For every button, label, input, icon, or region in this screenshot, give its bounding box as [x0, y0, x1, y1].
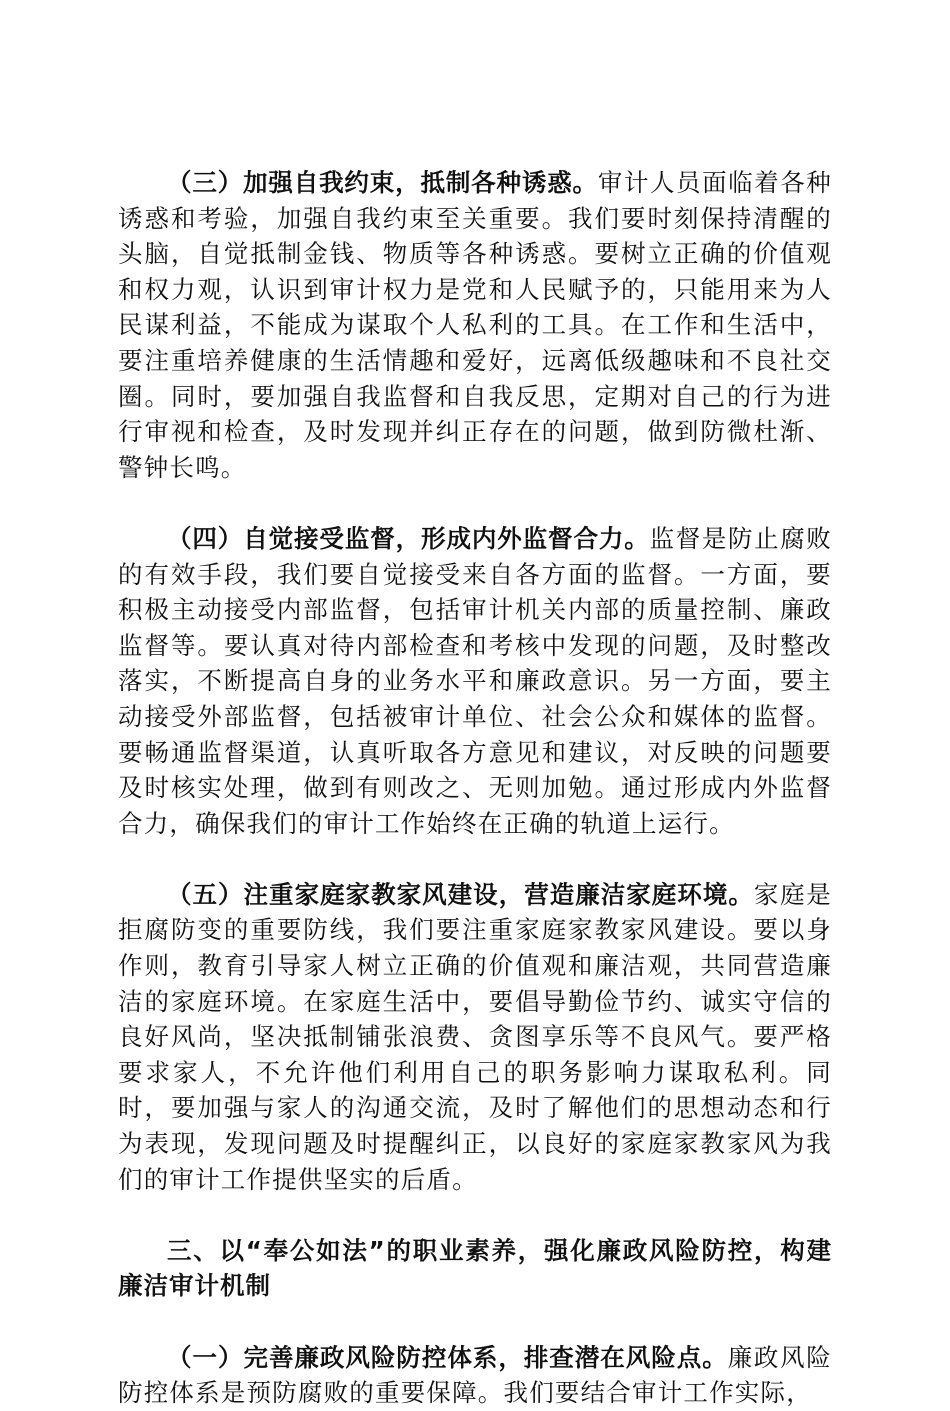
document-body [118, 165, 832, 1411]
paragraph-risk-control [118, 1340, 832, 1411]
paragraph-accept-supervision [118, 521, 832, 841]
paragraph-self-discipline [118, 165, 832, 485]
paragraph-text: 监督是防止腐败的有效手段，我们要自觉接受来自各方面的监督。一方面，要积极主动接受内部监督，包括审计机关内部的质量控制、廉政监督等。要认真对待内部检查和考核中发现的问题，及时整改落实，不断提高自身的业务水平和廉政意识。另一方面，要主动接受外部监督，包括被审计单位、社会公众和媒体的监督。要畅通监督渠道，认真听取各方意见和建议，对反映的问题要及时核实处理，做到有则改之、无则加勉。通过形成内外监督合力，确保我们的审计工作始终在正确的轨道上运行。 [118, 523, 832, 838]
paragraph-lead: （一）完善廉政风险防控体系，排查潜在风险点。 [167, 1342, 728, 1372]
paragraph-family-values [118, 877, 832, 1197]
paragraph-text: 家庭是拒腐防变的重要防线，我们要注重家庭家教家风建设。要以身作则，教育引导家人树立正确的价值观和廉洁观，共同营造廉洁的家庭环境。在家庭生活中，要倡导勤俭节约、诚实守信的良好风尚，坚决抵制铺张浪费、贪图享乐等不良风气。要严格要求家人，不允许他们利用自己的职务影响力谋取私利。同时，要加强与家人的沟通交流，及时了解他们的思想动态和行为表现，发现问题及时提醒纠正，以良好的家庭家教家风为我们的审计工作提供坚实的后盾。 [118, 879, 832, 1194]
paragraph-spacer [118, 485, 832, 521]
section-heading: 三、以“奉公如法”的职业素养，强化廉政风险防控，构建廉洁审计机制 [118, 1235, 832, 1301]
paragraph-lead: （四）自觉接受监督，形成内外监督合力。 [167, 523, 650, 553]
paragraph-spacer [118, 1304, 832, 1340]
paragraph-text: 审计人员面临着各种诱惑和考验，加强自我约束至关重要。我们要时刻保持清醒的头脑，自觉抵制金钱、物质等各种诱惑。要树立正确的价值观和权力观，认识到审计权力是党和人民赋予的，只能用来为人民谋利益，不能成为谋取个人私利的工具。在工作和生活中，要注重培养健康的生活情趣和爱好，远离低级趣味和不良社交圈。同时，要加强自我监督和自我反思，定期对自己的行为进行审视和检查，及时发现并纠正存在的问题，做到防微杜渐、警钟长鸣。 [118, 168, 832, 482]
paragraph-spacer [118, 1197, 832, 1233]
paragraph-text: 廉政风险防控体系是预防腐败的重要保障。我们要结合审计工作实际， [118, 1342, 832, 1408]
paragraph-spacer [118, 841, 832, 877]
paragraph-lead: （五）注重家庭家教家风建设，营造廉洁家庭环境。 [167, 879, 754, 909]
paragraph-lead: （三）加强自我约束，抵制各种诱惑。 [167, 168, 598, 197]
